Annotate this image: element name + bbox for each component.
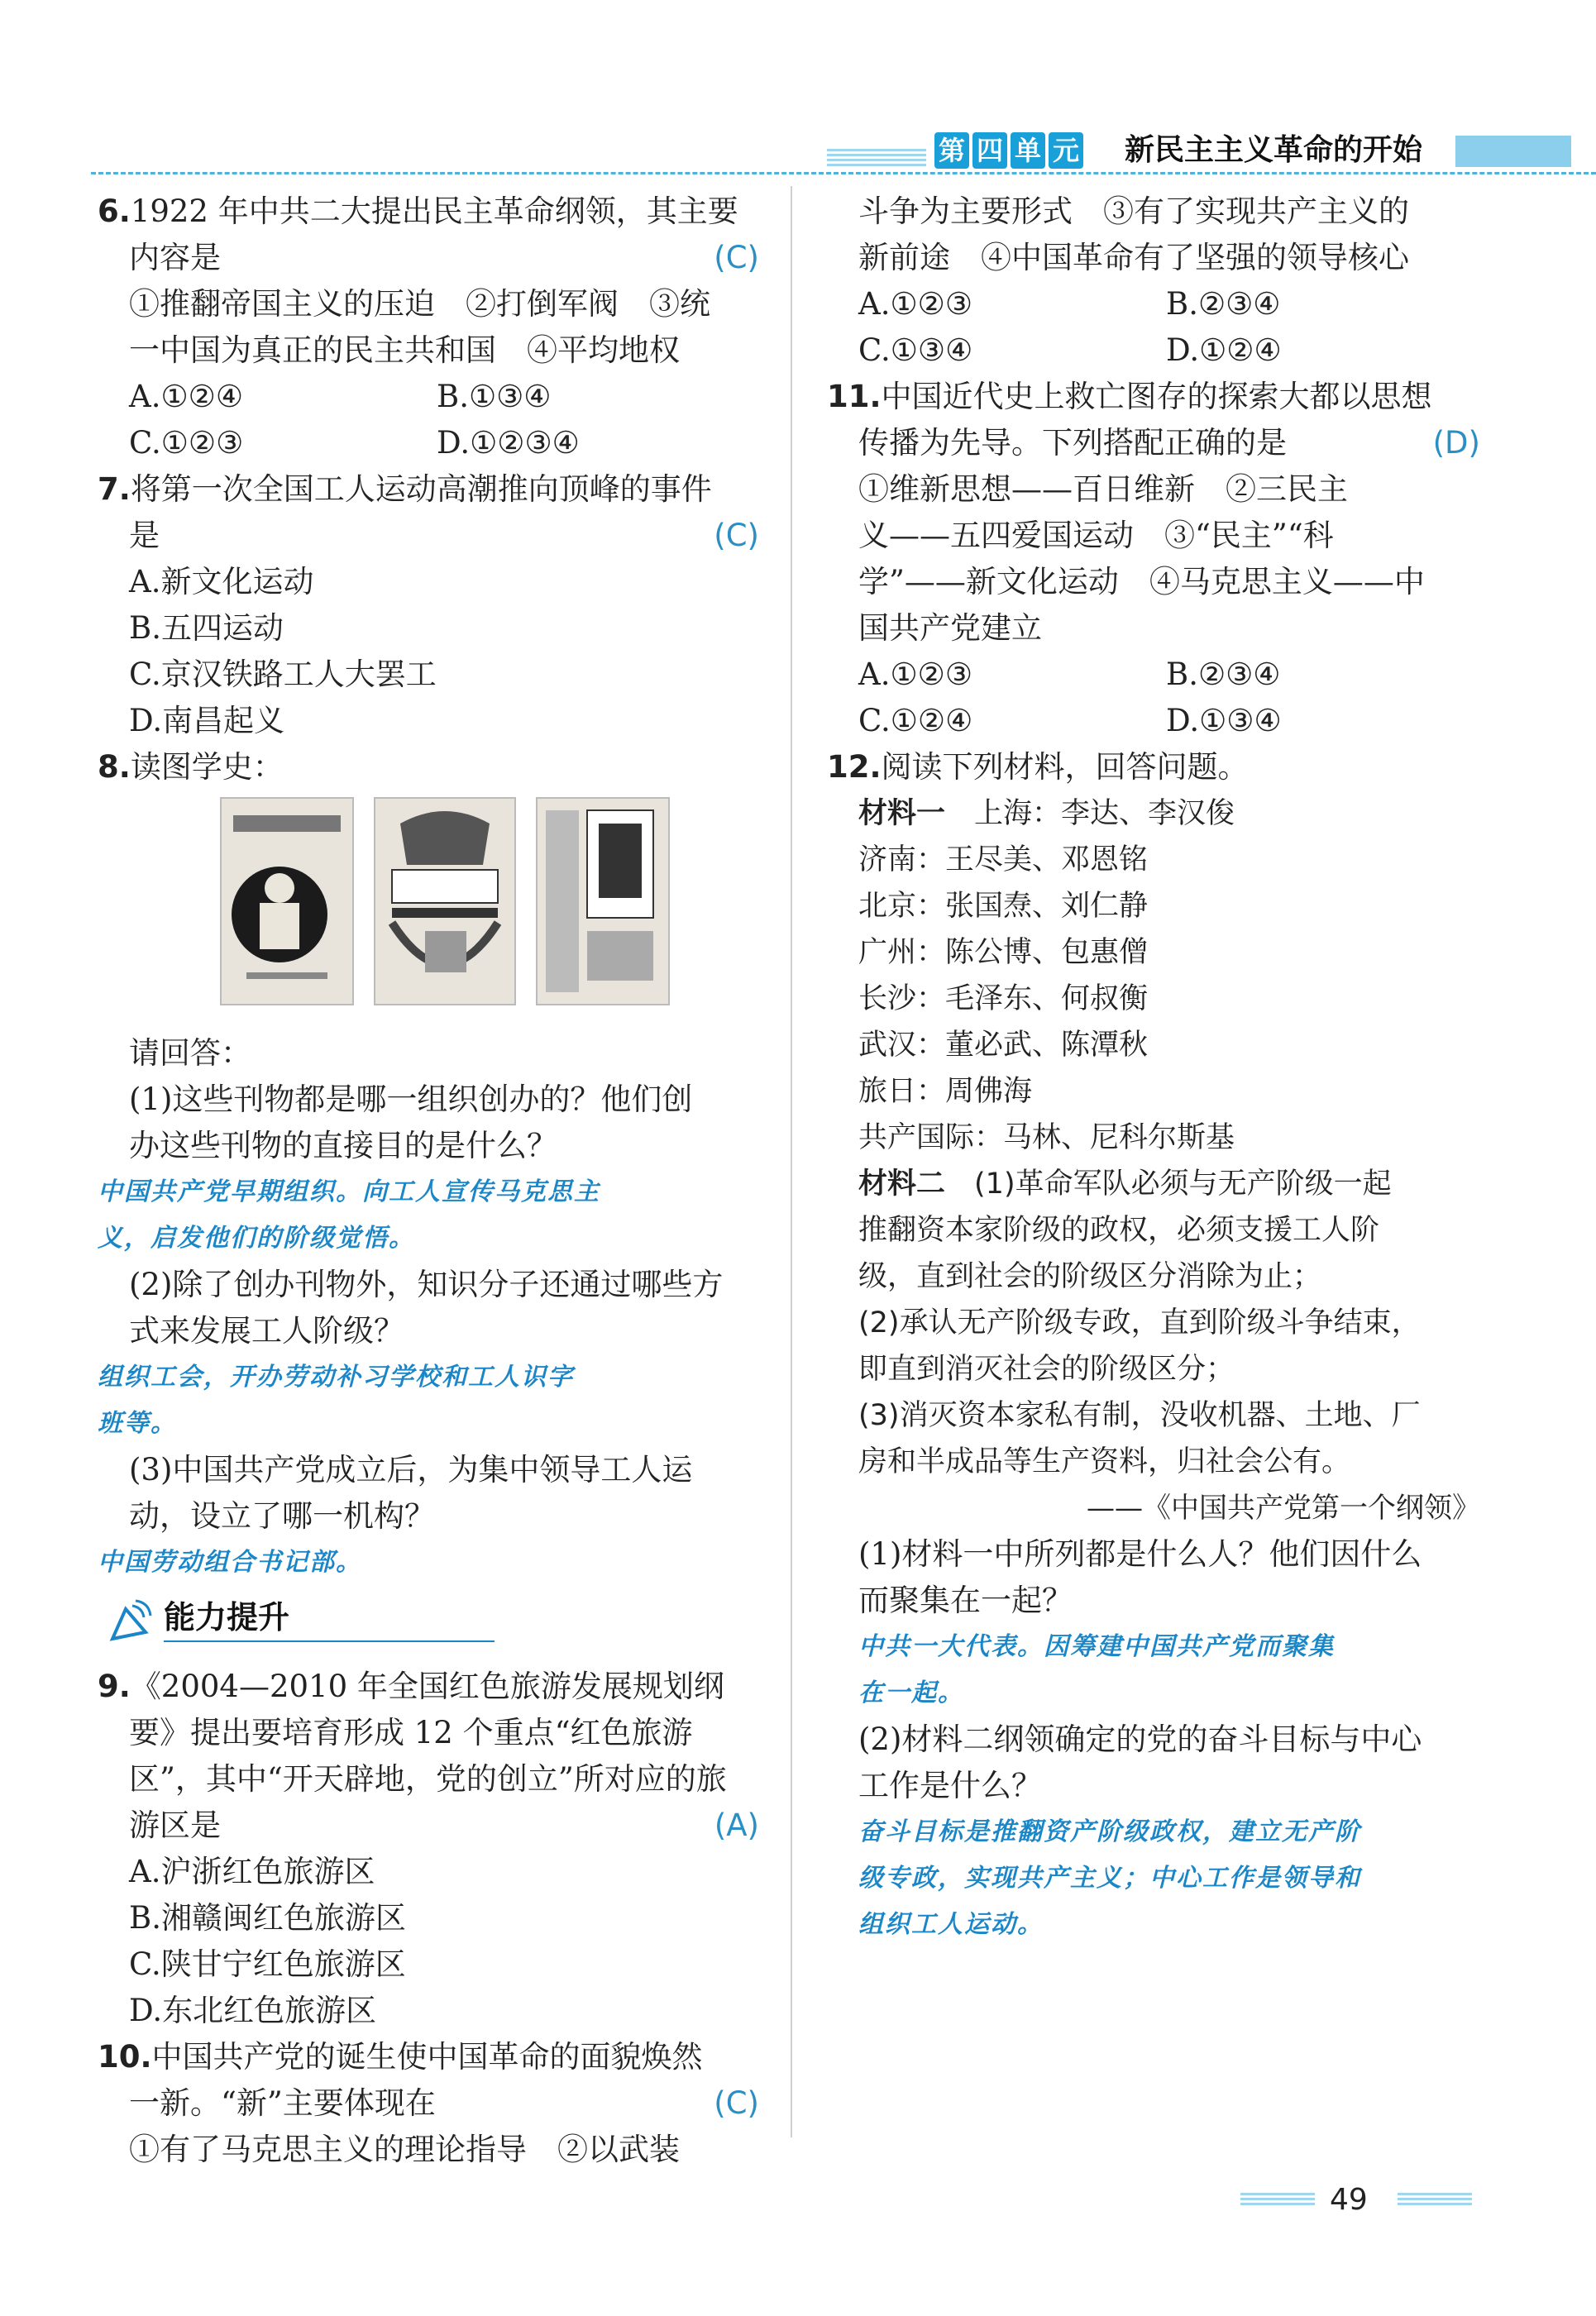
- question-text: 《2004—2010 年全国红色旅游发展规划纲: [130, 1669, 724, 1704]
- question-number: 6.: [98, 193, 131, 229]
- question-text: 读图学史：: [130, 749, 284, 785]
- option-c: C.①③④: [858, 332, 973, 368]
- question-text: 游区是: [129, 1807, 221, 1843]
- material-line: 广州：陈公博、包惠僧: [858, 936, 1149, 969]
- question-text: 义——五四爱国运动 ③“民主”“科: [858, 518, 1334, 553]
- material-line: 级，直到社会的阶级区分消除为止；: [858, 1260, 1322, 1293]
- page-number: 49: [1330, 2183, 1368, 2217]
- answer-mark: (C): [714, 2085, 759, 2121]
- sub-question: 办这些刊物的直接目的是什么？: [129, 1128, 557, 1163]
- question-number: 12.: [827, 749, 882, 785]
- header-dashed-rule: [91, 172, 1596, 174]
- material-line: 旅日：周佛海: [858, 1075, 1033, 1108]
- handwritten-answer: 中共一大代表。因筹建中国共产党而聚集: [858, 1632, 1335, 1661]
- handwritten-answer: 组织工会，开办劳动补习学校和工人识字: [98, 1363, 574, 1392]
- magazine-cover-image: [374, 797, 516, 1005]
- option-d: D.①③④: [1166, 703, 1282, 738]
- question-text: 阅读下列材料，回答问题。: [881, 749, 1249, 785]
- question-11: [827, 374, 1480, 744]
- material-line: 长沙：毛泽东、何叔衡: [858, 982, 1149, 1015]
- right-column: [827, 189, 1480, 1948]
- option-d: D.①②③④: [437, 425, 580, 461]
- option-a: A.①②③: [858, 657, 972, 692]
- option-a: A.新文化运动: [129, 564, 314, 599]
- material-line: (2)承认无产阶级专政，直到阶级斗争结束，: [858, 1306, 1421, 1339]
- answer-mark: (C): [714, 518, 759, 553]
- material-line: 房和半成品等生产资料，归社会公有。: [858, 1445, 1351, 1478]
- option-c: C.陕甘宁红色旅游区: [129, 1946, 406, 1982]
- question-text: 将第一次全国工人运动高潮推向顶峰的事件: [130, 471, 712, 507]
- answer-mark: (C): [714, 240, 759, 275]
- question-number: 7.: [98, 471, 131, 507]
- material-line: 武汉：董必武、陈潭秋: [858, 1029, 1149, 1062]
- page-footer: [1240, 2183, 1488, 2224]
- unit-char: 元: [1049, 132, 1083, 169]
- footer-stripes: [1240, 2193, 1315, 2208]
- question-10-continued: [827, 189, 1480, 374]
- option-b: B.②③④: [1166, 286, 1281, 322]
- handwritten-answer: 奋斗目标是推翻资产阶级政权，建立无产阶: [858, 1817, 1361, 1846]
- unit-char: 单: [1011, 132, 1045, 169]
- question-number: 10.: [98, 2039, 152, 2075]
- sub-question: (1)材料一中所列都是什么人？他们因什么: [858, 1536, 1422, 1572]
- material-line: 共产国际：马林、尼科尔斯基: [858, 1121, 1235, 1154]
- unit-label: [934, 132, 1083, 169]
- question-text: 新前途 ④中国革命有了坚强的领导核心: [858, 240, 1409, 275]
- material-source: ——《中国共产党第一个纲领》: [1087, 1492, 1480, 1525]
- material-line: (1)革命军队必须与无产阶级一起: [974, 1168, 1392, 1201]
- header-bar: [1455, 136, 1571, 167]
- material-label: 材料一: [858, 797, 946, 830]
- magazine-cover-image: [536, 797, 670, 1005]
- handwritten-answer: 组织工人运动。: [858, 1910, 1044, 1939]
- section-header: [98, 1591, 759, 1657]
- option-a: A.①②③: [858, 286, 972, 322]
- question-text: 国共产党建立: [858, 610, 1042, 646]
- header-stripes: [827, 149, 926, 169]
- question-7: [98, 466, 759, 744]
- question-text: 中国共产党的诞生使中国革命的面貌焕然: [151, 2039, 703, 2075]
- question-text: 传播为先导。下列搭配正确的是: [858, 425, 1287, 461]
- sub-question: (2)材料二纲领确定的党的奋斗目标与中心: [858, 1721, 1422, 1757]
- publication-images: [98, 797, 759, 1005]
- handwritten-answer: 级专政，实现共产主义；中心工作是领导和: [858, 1864, 1361, 1893]
- question-text: 要》提出要培育形成 12 个重点“红色旅游: [129, 1715, 693, 1750]
- question-text: 区”，其中“开天辟地，党的创立”所对应的旅: [129, 1761, 727, 1797]
- question-number: 11.: [827, 379, 882, 414]
- option-d: D.①②④: [1166, 332, 1282, 368]
- column-divider: [791, 186, 792, 2137]
- sub-question: (1)这些刊物都是哪一组织创办的？他们创: [129, 1082, 693, 1117]
- question-9: [98, 1664, 759, 2034]
- handwritten-answer: 中国共产党早期组织。向工人宣传马克思主: [98, 1177, 600, 1206]
- question-8: [98, 744, 759, 1586]
- answer-mark: (A): [714, 1807, 759, 1843]
- material-line: 即直到消灭社会的阶级区分；: [858, 1353, 1235, 1386]
- question-text: 内容是: [129, 240, 221, 275]
- question-6: [98, 189, 759, 466]
- question-text: 中国近代史上救亡图存的探索大都以思想: [881, 379, 1432, 414]
- question-text: 是: [129, 518, 160, 553]
- left-column: [98, 189, 759, 2173]
- question-number: 9.: [98, 1669, 131, 1704]
- handwritten-answer: 义，启发他们的阶级觉悟。: [98, 1224, 415, 1253]
- option-c: C.①②④: [858, 703, 973, 738]
- material-line: 推翻资本家阶级的政权，必须支援工人阶: [858, 1214, 1380, 1247]
- page-header: [0, 124, 1596, 174]
- sub-question: 工作是什么？: [858, 1768, 1042, 1803]
- material-line: 济南：王尽美、邓恩铭: [858, 843, 1149, 876]
- question-number: 8.: [98, 749, 131, 785]
- option-b: B.湘赣闽红色旅游区: [129, 1900, 406, 1936]
- handwritten-answer: 班等。: [98, 1409, 177, 1438]
- question-10: [98, 2034, 759, 2173]
- answer-mark: (D): [1432, 425, 1480, 461]
- magazine-cover-image: [220, 797, 354, 1005]
- sub-question: (3)中国共产党成立后，为集中领导工人运: [129, 1452, 693, 1487]
- unit-char: 四: [972, 132, 1007, 169]
- option-b: B.五四运动: [129, 610, 284, 646]
- handwritten-answer: 在一起。: [858, 1679, 964, 1707]
- question-text: 斗争为主要形式 ③有了实现共产主义的: [858, 193, 1409, 229]
- footer-stripes: [1398, 2193, 1472, 2208]
- option-d: D.东北红色旅游区: [129, 1993, 377, 2028]
- option-a: A.①②④: [129, 379, 243, 414]
- material-line: 北京：张国焘、刘仁静: [858, 890, 1149, 923]
- question-text: 1922 年中共二大提出民主革命纲领，其主要: [130, 193, 738, 229]
- sub-question: 而聚集在一起？: [858, 1583, 1073, 1618]
- section-title: 能力提升: [164, 1599, 290, 1636]
- sub-question: 动，设立了哪一机构？: [129, 1498, 435, 1534]
- question-text: 一中国为真正的民主共和国 ④平均地权: [129, 332, 680, 368]
- unit-title: 新民主主义革命的开始: [1125, 133, 1423, 167]
- section-underline: [164, 1640, 495, 1642]
- question-text: ①推翻帝国主义的压迫 ②打倒军阀 ③统: [129, 286, 710, 322]
- question-text: 学”——新文化运动 ④马克思主义——中: [858, 564, 1425, 599]
- unit-char: 第: [934, 132, 969, 169]
- question-text: ①维新思想——百日维新 ②三民主: [858, 471, 1348, 507]
- option-d: D.南昌起义: [129, 703, 285, 738]
- question-prompt: 请回答：: [129, 1035, 251, 1071]
- option-c: C.京汉铁路工人大罢工: [129, 657, 437, 692]
- option-c: C.①②③: [129, 425, 244, 461]
- option-a: A.沪浙红色旅游区: [129, 1854, 375, 1889]
- material-line: 上海：李达、李汉俊: [974, 797, 1235, 830]
- material-label: 材料二: [858, 1168, 946, 1201]
- material-line: (3)消灭资本家私有制，没收机器、土地、厂: [858, 1399, 1421, 1432]
- option-b: B.①③④: [437, 379, 552, 414]
- handwritten-answer: 中国劳动组合书记部。: [98, 1548, 362, 1577]
- satellite-icon: [108, 1597, 154, 1657]
- sub-question: (2)除了创办刊物外，知识分子还通过哪些方: [129, 1267, 724, 1302]
- sub-question: 式来发展工人阶级？: [129, 1313, 404, 1349]
- question-12: [827, 744, 1480, 1948]
- question-text: ①有了马克思主义的理论指导 ②以武装: [129, 2132, 680, 2167]
- question-text: 一新。“新”主要体现在: [129, 2085, 436, 2121]
- option-b: B.②③④: [1166, 657, 1281, 692]
